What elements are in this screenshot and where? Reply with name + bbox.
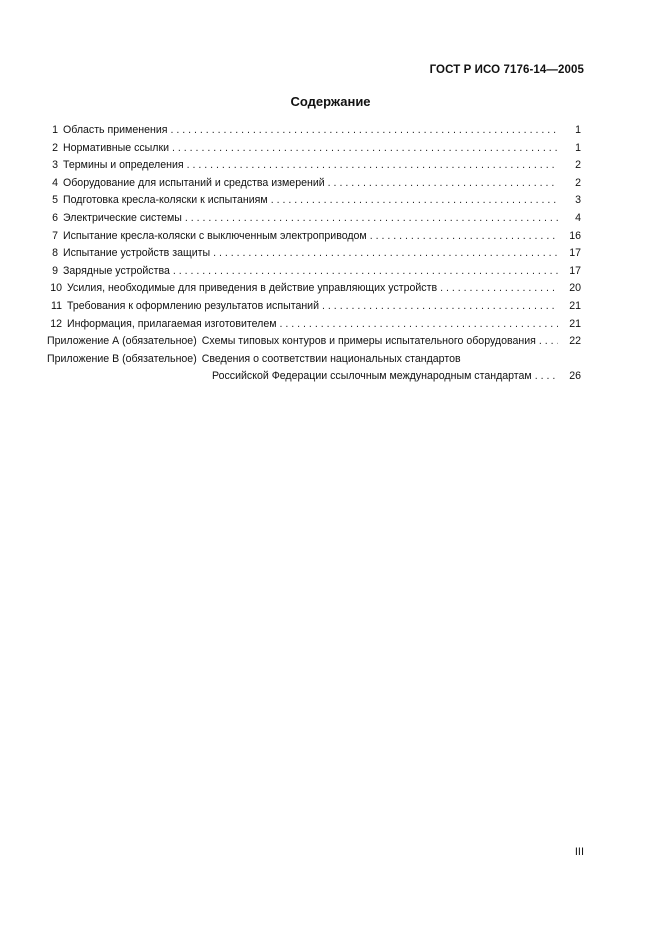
- toc-leader-dots: [370, 228, 558, 246]
- toc-item-number: 1: [52, 124, 58, 136]
- toc-appendix-a[interactable]: [47, 333, 581, 351]
- toc-item-page: 16: [569, 229, 581, 242]
- toc-appendix-b[interactable]: [47, 351, 581, 369]
- toc-item[interactable]: [47, 280, 581, 298]
- toc-item-page: 21: [569, 299, 581, 312]
- toc-item-page: 17: [569, 264, 581, 277]
- toc-item-number: 3: [52, 159, 58, 172]
- toc-leader-dots: [322, 298, 558, 316]
- toc-item-label: Усилия, необходимые для приведения в действие управляющих устройств: [67, 282, 438, 295]
- toc-item[interactable]: [47, 210, 581, 228]
- toc-leader-dots: [328, 175, 558, 193]
- toc-item-page: 20: [569, 282, 581, 295]
- toc-item-label: Оборудование для испытаний и средства измерений: [63, 176, 325, 189]
- toc-item-label: Нормативные ссылки: [63, 141, 170, 154]
- toc-item-page: 2: [575, 159, 581, 172]
- toc-item[interactable]: [47, 228, 581, 246]
- toc-item-number: 8: [52, 247, 58, 260]
- toc-item[interactable]: [47, 192, 581, 210]
- toc-leader-dots: [440, 280, 558, 298]
- toc-leader-dots: [213, 245, 558, 263]
- toc-item[interactable]: [47, 140, 581, 158]
- page-number-roman: III: [574, 846, 584, 858]
- toc-item-page: 17: [569, 247, 581, 260]
- toc-item-number: 7: [52, 229, 58, 242]
- toc-leader-dots: [535, 368, 558, 386]
- toc-item-number: 4: [52, 176, 58, 189]
- toc-item-number: 5: [52, 194, 58, 207]
- toc-item-label: Область применения: [63, 124, 168, 136]
- toc-item-number: 10: [50, 282, 62, 295]
- appendix-prefix: Приложение А (обязательное): [47, 335, 197, 348]
- toc-leader-dots: [539, 333, 558, 351]
- toc-item-number: 9: [52, 264, 58, 277]
- toc-item[interactable]: [47, 175, 581, 193]
- document-standard-header: ГОСТ Р ИСО 7176-14—2005: [429, 64, 584, 76]
- toc-leader-dots: [271, 192, 558, 210]
- toc-item[interactable]: [47, 157, 581, 175]
- toc-item[interactable]: [47, 298, 581, 316]
- appendix-label: Схемы типовых контуров и примеры испытательного оборудования: [201, 335, 536, 348]
- toc-item-label: Электрические системы: [63, 211, 182, 224]
- toc-leader-dots: [172, 140, 558, 158]
- toc-appendix-b-continuation[interactable]: [47, 368, 581, 386]
- toc-item-page: 1: [575, 124, 581, 136]
- toc-item-label: Испытание устройств защиты: [63, 247, 211, 260]
- toc-item-page: 1: [575, 141, 581, 154]
- toc-item-label: Зарядные устройства: [63, 264, 170, 277]
- toc-item-page: 4: [575, 211, 581, 224]
- appendix-label-continuation: Российской Федерации ссылочным международным стандартам: [212, 370, 532, 383]
- toc-item-label: Испытание кресла-коляски с выключенным электроприводом: [63, 229, 367, 242]
- toc-item-label: Информация, прилагаемая изготовителем: [67, 317, 277, 330]
- toc-item-number: 2: [52, 141, 58, 154]
- toc-item-label: Подготовка кресла-коляски к испытаниям: [63, 194, 268, 207]
- appendix-page: 26: [569, 370, 581, 383]
- toc-leader-dots: [170, 122, 558, 140]
- toc-item[interactable]: [47, 263, 581, 281]
- toc-item[interactable]: [47, 122, 581, 140]
- toc-item-number: 6: [52, 211, 58, 224]
- toc-item-number: 12: [50, 317, 62, 330]
- toc-leader-dots: [280, 316, 559, 334]
- table-of-contents: [47, 122, 581, 386]
- appendix-page: 22: [569, 335, 581, 348]
- toc-item-label: Требования к оформлению результатов испытаний: [67, 299, 320, 312]
- toc-item-label: Термины и определения: [63, 159, 184, 172]
- page-title: Содержание: [290, 94, 371, 109]
- toc-item[interactable]: [47, 245, 581, 263]
- appendix-prefix: Приложение В (обязательное): [47, 352, 197, 365]
- toc-item-page: 3: [575, 194, 581, 207]
- appendix-label: Сведения о соответствии национальных стандартов: [201, 352, 461, 365]
- toc-leader-dots: [185, 210, 558, 228]
- toc-leader-dots: [173, 263, 558, 281]
- toc-item-page: 2: [575, 176, 581, 189]
- toc-item-page: 21: [569, 317, 581, 330]
- toc-item[interactable]: [47, 316, 581, 334]
- toc-item-number: 11: [51, 299, 62, 312]
- toc-leader-dots: [187, 157, 558, 175]
